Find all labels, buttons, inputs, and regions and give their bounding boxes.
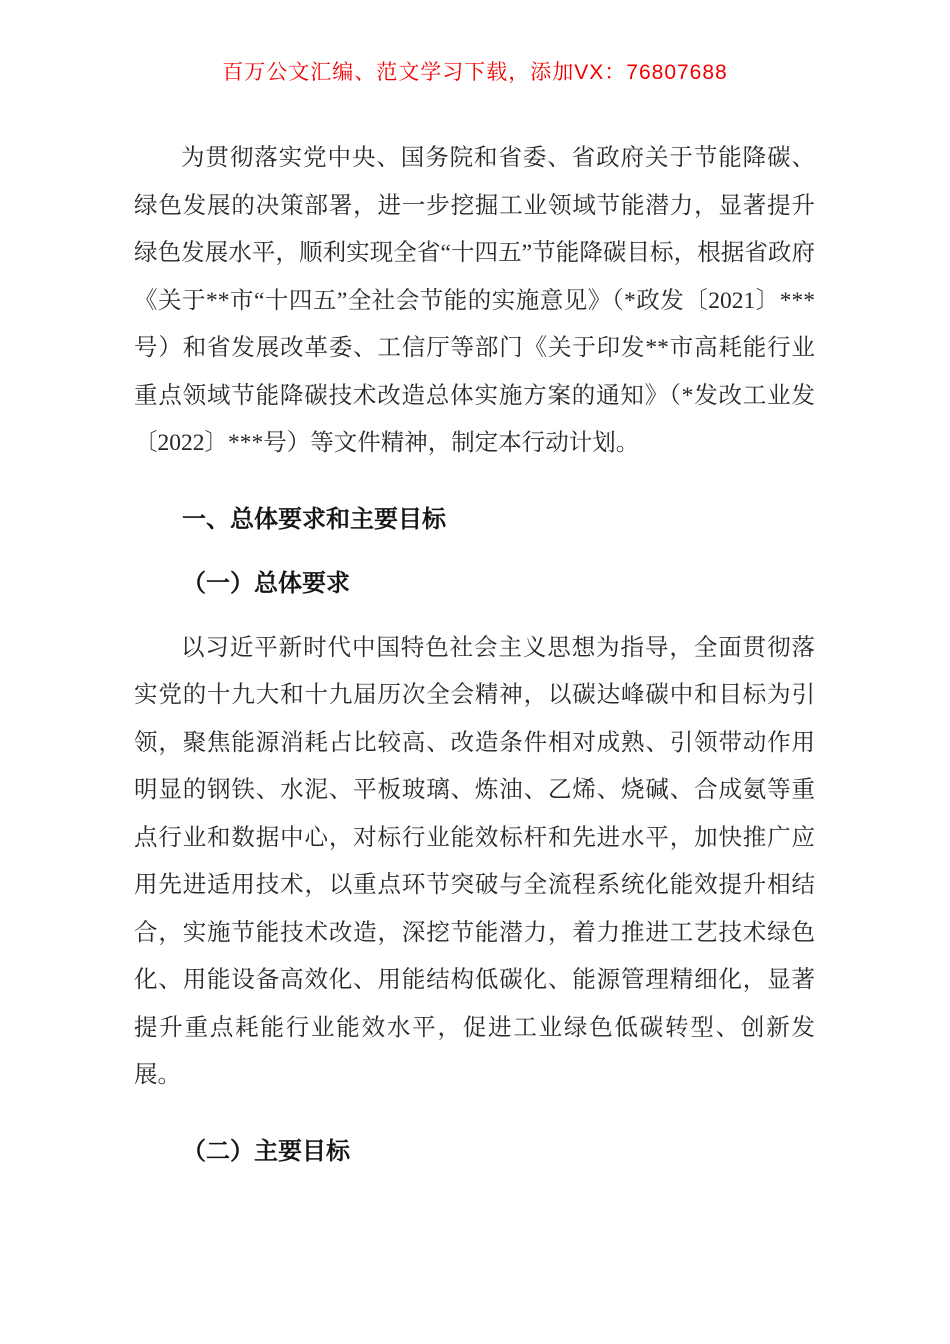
promo-banner <box>0 58 950 88</box>
subsection-heading-overall-requirements: （一）总体要求 <box>182 570 350 597</box>
paragraph-overall-requirements: 以习近平新时代中国特色社会主义思想为指导，全面贯彻落实党的十九大和十九届历次全会精神，以碳达峰碳中和目标为引领，聚焦能源消耗占比较高、改造条件相对成熟、引领带动作用明显的钢铁、水泥、平板玻璃、炼油、乙烯、烧碱、合成氨等重点行业和数据中心，对标行业能效标杆和先进水平，加快推广应用先进适用技术，以重点环节突破与全流程系统化能效提升相结合，实施节能技术改造，深挖节能潜力，着力推进工艺技术绿色化、用能设备高效化、用能结构低碳化、能源管理精细化，显著提升重点耗能行业能效水平，促进工业绿色低碳转型、创新发展。 <box>134 634 815 1088</box>
promo-text: 百万公文汇编、范文学习下载，添加VX：76807688 <box>222 61 728 84</box>
section-heading-overall-requirements-and-goals: 一、总体要求和主要目标 <box>182 505 446 533</box>
document-body <box>134 135 815 1175</box>
subsection-heading-main-goals: （二）主要目标 <box>182 1137 350 1165</box>
paragraph-intro: 为贯彻落实党中央、国务院和省委、省政府关于节能降碳、绿色发展的决策部署，进一步挖掘工业领域节能潜力，显著提升绿色发展水平，顺利实现全省“十四五”节能降碳目标，根据省政府《关于**市“十四五”全社会节能的实施意见》（*政发〔2021〕***号）和省发展改革委、工信厅等部门《关于印发**市高耗能行业重点领域节能降碳技术改造总体实施方案的通知》（*发改工业发〔2022〕***号）等文件精神，制定本行动计划。 <box>134 145 815 456</box>
